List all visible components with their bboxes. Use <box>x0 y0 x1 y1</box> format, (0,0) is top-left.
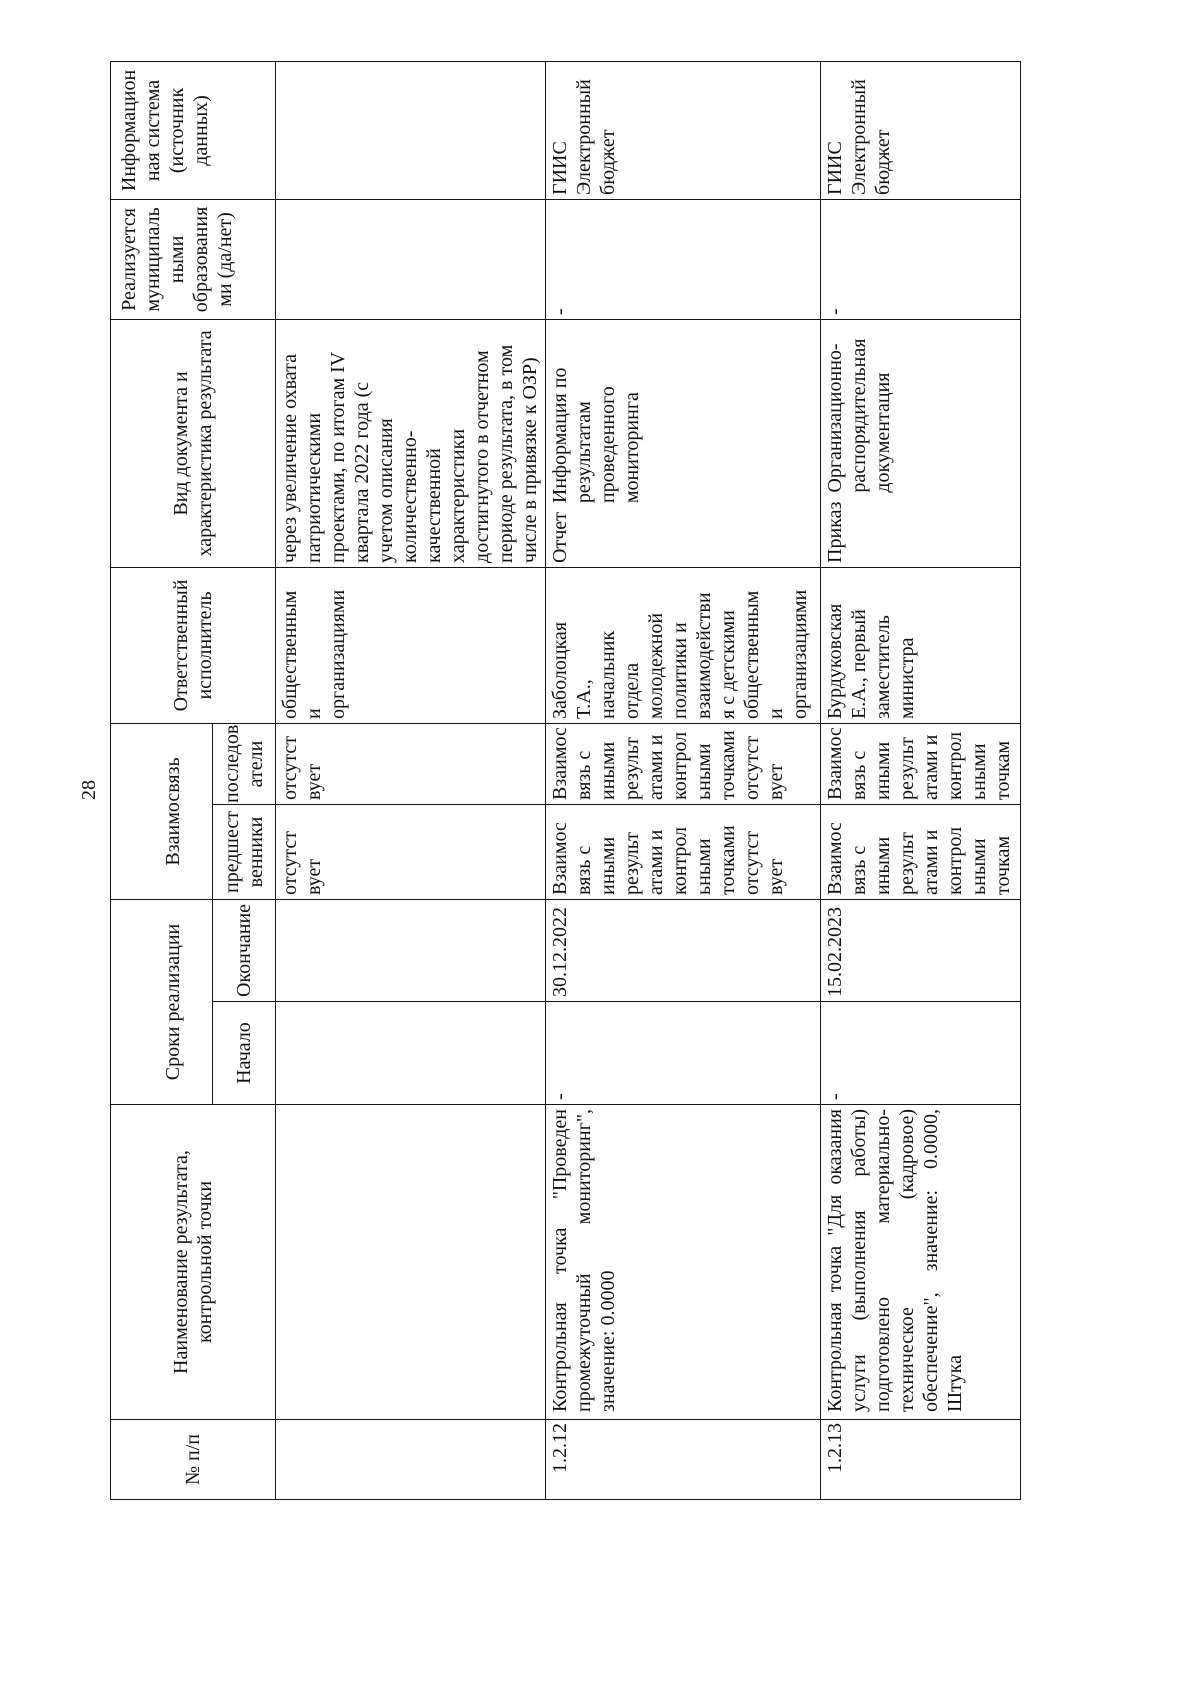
text-line: патриотическими <box>303 412 325 563</box>
cell-start-date <box>276 1002 546 1105</box>
text-line: Е.А., первый <box>848 609 870 719</box>
text-line: 15.02.2023 <box>824 907 846 997</box>
text-line: результ <box>621 737 643 800</box>
text-line: точкам <box>992 741 1014 800</box>
text-line: общественным <box>279 590 301 719</box>
cell-predecessors <box>276 804 546 899</box>
text-line: исполнитель <box>194 591 216 700</box>
text-line: проектами, по итогам IV <box>327 351 349 563</box>
text-line: Взаимос <box>824 727 846 800</box>
text-line: через увеличение охвата <box>279 354 301 563</box>
text-line: Ответственный <box>170 579 192 712</box>
text-line: отсутст <box>741 736 763 800</box>
text-line: атами и <box>645 829 667 895</box>
text-line: вует <box>303 763 325 800</box>
text-line: организациями <box>789 589 811 719</box>
cell-result-name <box>821 1105 1021 1420</box>
text-line: контрол <box>944 826 966 895</box>
text-line: вязь с <box>848 750 870 800</box>
text-line: атели <box>245 740 267 788</box>
text-line: значение: 0.0000 <box>597 1270 619 1412</box>
text-line: атами и <box>920 829 942 895</box>
header-responsible <box>111 567 276 723</box>
text-line: вует <box>765 763 787 800</box>
cell-municipal <box>276 199 546 319</box>
text-line: Информация по <box>549 367 571 504</box>
text-line: венники <box>245 816 267 888</box>
text-line: вует <box>303 858 325 895</box>
cell-document <box>546 319 821 567</box>
text-line: отсутст <box>741 831 763 895</box>
text-line: Заболоцкая <box>549 621 571 719</box>
cell-successors <box>546 723 821 804</box>
cell-number <box>821 1420 1021 1500</box>
text-line: атами и <box>645 734 667 800</box>
text-line: образования <box>190 206 212 313</box>
text-line: Бурдуковская <box>824 603 846 719</box>
text-line: министра <box>896 637 918 719</box>
text-line: Реализуется <box>118 208 140 311</box>
text-line: 30.12.2022 <box>549 907 571 997</box>
text-line: результ <box>896 832 918 895</box>
results-table <box>110 61 1021 1500</box>
document-block <box>823 324 895 563</box>
cell-responsible <box>546 567 821 723</box>
header-relation <box>111 723 213 899</box>
cell-predecessors <box>546 804 821 899</box>
header-start <box>213 1002 276 1105</box>
text-line: характеристики <box>447 428 469 563</box>
text-line: - <box>549 1093 571 1100</box>
table-row <box>546 61 821 1499</box>
text-line: Взаимос <box>549 822 571 895</box>
text-line: и <box>765 708 787 719</box>
text-line: документация <box>872 372 894 493</box>
text-line: предшест <box>221 811 243 893</box>
text-line: проведенного <box>597 386 619 504</box>
text-line: вязь с <box>848 845 870 895</box>
document-type: Отчет <box>549 512 571 563</box>
text-line: обеспечение", значение: 0.0000, <box>920 1109 942 1412</box>
header-document <box>111 319 276 567</box>
text-line: 1.2.12 <box>549 1423 571 1473</box>
cell-info-system <box>546 61 821 199</box>
text-line: организациями <box>327 589 349 719</box>
text-line: - <box>824 1093 846 1100</box>
text-line: бюджет <box>872 129 894 195</box>
text-line: бюджет <box>597 129 619 195</box>
text-line: взаимодействи <box>693 592 715 719</box>
cell-result-name <box>546 1105 821 1420</box>
text-line: и <box>303 708 325 719</box>
text-line: периоде результата, в том <box>495 344 517 563</box>
text-line: 1.2.13 <box>824 1423 846 1473</box>
document-block <box>548 324 644 563</box>
cell-start-date <box>546 1002 821 1105</box>
text-line: иными <box>597 741 619 800</box>
text-line: контрол <box>944 731 966 800</box>
text-line: муниципаль <box>142 207 164 312</box>
text-line: данных) <box>190 95 212 166</box>
text-line: Наименование результата, <box>170 1150 192 1374</box>
document-type: Приказ <box>824 501 846 563</box>
text-line: контрол <box>669 731 691 800</box>
text-line: характеристика результата <box>194 330 216 557</box>
text-line: последов <box>221 724 243 803</box>
text-line: техническое (кадровое) <box>896 1109 918 1412</box>
text-line: иными <box>597 836 619 895</box>
text-line: мониторинга <box>621 392 643 504</box>
header-end <box>213 899 276 1001</box>
cell-responsible <box>821 567 1021 723</box>
text-line: распорядительная <box>848 338 870 493</box>
text-line: результатам <box>573 401 595 504</box>
text-line: ГИИС <box>824 141 846 195</box>
document-description <box>548 368 644 504</box>
text-line: Информацион <box>118 69 140 192</box>
document-description <box>823 339 895 493</box>
text-line: иными <box>872 741 894 800</box>
header-successors <box>213 723 276 804</box>
cell-municipal <box>821 199 1021 319</box>
header-info-system <box>111 61 276 199</box>
text-line: числе в привязке к ОЗР) <box>519 357 541 563</box>
text-line: начальник <box>597 630 619 719</box>
cell-result-name <box>276 1105 546 1420</box>
table-row <box>821 61 1021 1499</box>
text-line: Электронный <box>848 79 870 195</box>
text-line: иными <box>872 836 894 895</box>
text-line: услуги (выполнения работы) <box>848 1109 870 1412</box>
text-line: ми (да/нет) <box>214 212 236 307</box>
cell-end-date <box>546 899 821 1001</box>
page-number: 28 <box>78 780 100 800</box>
cell-number <box>546 1420 821 1500</box>
text-line: квартала 2022 года (с <box>351 381 373 563</box>
text-line: ьными <box>968 838 990 895</box>
cell-end-date <box>821 899 1021 1001</box>
text-line: результ <box>896 737 918 800</box>
text-line: Сроки реализации <box>161 923 184 1081</box>
cell-end-date <box>276 899 546 1001</box>
cell-successors <box>821 723 1021 804</box>
cell-start-date <box>821 1002 1021 1105</box>
text-line: качественной <box>423 448 445 563</box>
text-line: вязь с <box>573 845 595 895</box>
text-line: ьными <box>693 838 715 895</box>
text-line: Начало <box>233 1022 255 1084</box>
cell-document <box>821 319 1021 567</box>
text-line: ьными <box>968 743 990 800</box>
text-line: Штука <box>944 1355 966 1412</box>
text-line: (источник <box>166 87 188 174</box>
text-line: Взаимосвязь <box>161 757 184 866</box>
cell-municipal <box>546 199 821 319</box>
header-result-name <box>111 1105 276 1420</box>
text-line: ными <box>166 235 188 284</box>
text-line: вязь с <box>573 750 595 800</box>
cell-number <box>276 1420 546 1500</box>
text-line: точками <box>717 730 739 800</box>
text-line: Т.А., <box>573 679 595 719</box>
text-line: заместитель <box>872 615 894 719</box>
cell-info-system <box>821 61 1021 199</box>
text-line: Вид документа и <box>170 371 192 516</box>
text-line: вует <box>765 858 787 895</box>
text-line: общественным <box>741 590 763 719</box>
text-line: достигнутого в отчетном <box>471 350 493 563</box>
text-line: я с детскими <box>717 610 739 719</box>
text-line: Окончание <box>233 903 255 998</box>
text-line: контрол <box>669 826 691 895</box>
text-line: точкам <box>992 836 1014 895</box>
text-line: ная система <box>142 79 164 182</box>
text-line: отсутст <box>279 736 301 800</box>
text-line: № п/п <box>182 1433 204 1486</box>
header-number <box>111 1420 276 1500</box>
text-line: подготовлено материально- <box>872 1109 894 1412</box>
text-line: ГИИС <box>549 141 571 195</box>
text-line: Электронный <box>573 79 595 195</box>
text-line: Контрольная точка "Для оказания <box>824 1109 846 1412</box>
header-row <box>111 61 213 1499</box>
cell-document <box>276 319 546 567</box>
text-line: Контрольная точка "Проведен <box>549 1109 571 1412</box>
cell-responsible <box>276 567 546 723</box>
header-municipal <box>111 199 276 319</box>
text-line: - <box>549 308 571 315</box>
text-line: контрольной точки <box>194 1180 216 1344</box>
table-row <box>276 61 546 1499</box>
text-line: Организационно- <box>824 343 846 493</box>
text-line: Взаимос <box>549 727 571 800</box>
text-line: отсутст <box>279 831 301 895</box>
text-line: количественно- <box>399 430 421 563</box>
text-line: результ <box>621 832 643 895</box>
text-line: отдела <box>621 662 643 719</box>
text-line: молодежной <box>645 612 667 719</box>
text-line: атами и <box>920 734 942 800</box>
text-line: политики и <box>669 622 691 719</box>
text-line: промежуточный мониторинг", <box>573 1109 595 1412</box>
text-line: ьными <box>693 743 715 800</box>
cell-info-system <box>276 61 546 199</box>
cell-predecessors <box>821 804 1021 899</box>
header-implementation-terms <box>111 899 213 1104</box>
text-line: - <box>824 308 846 315</box>
cell-successors <box>276 723 546 804</box>
text-line: Взаимос <box>824 822 846 895</box>
header-predecessors <box>213 804 276 899</box>
text-line: точками <box>717 825 739 895</box>
text-line: учетом описания <box>375 418 397 563</box>
